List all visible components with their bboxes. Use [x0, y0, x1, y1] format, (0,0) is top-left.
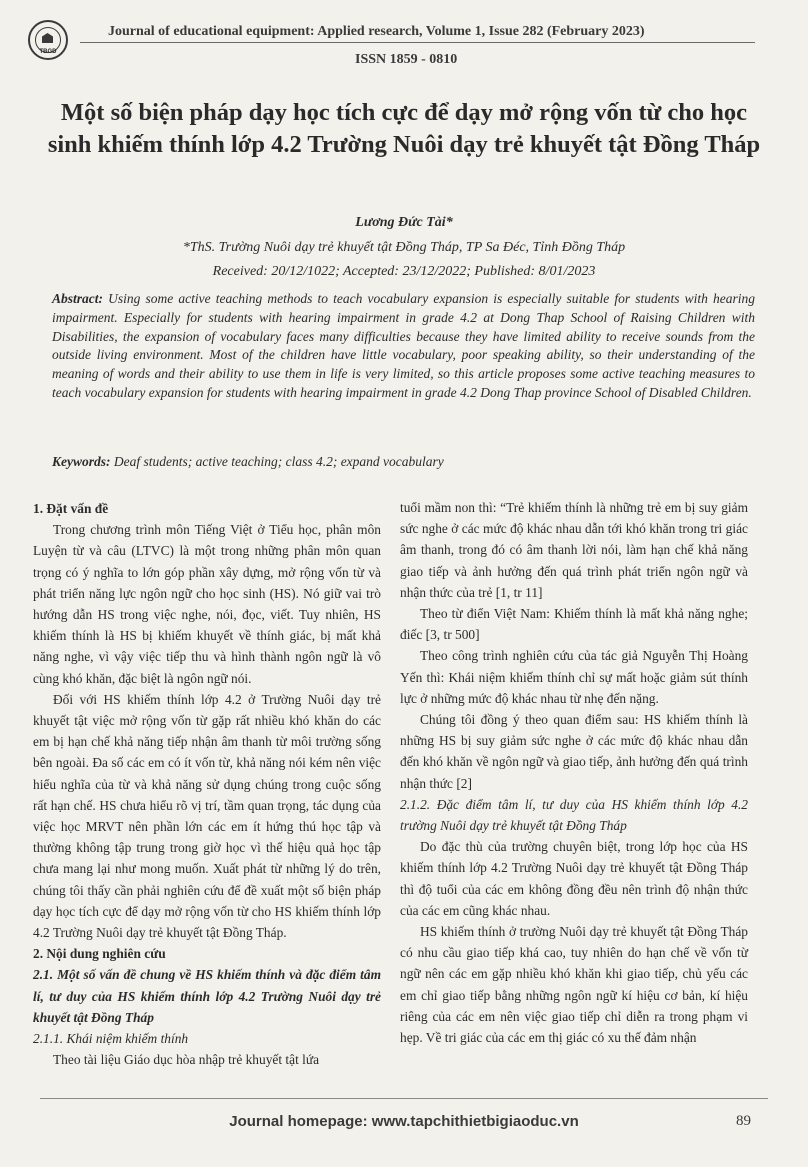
- affiliation: *ThS. Trường Nuôi dạy trẻ khuyết tật Đồng Tháp, TP Sa Đéc, Tỉnh Đồng Tháp: [182, 240, 626, 255]
- article-title: Một số biện pháp dạy học tích cực để dạy mở rộng vốn từ cho học sinh khiếm thính lớp 4.2 Trường Nuôi dạy trẻ khuyết tật Đồng Tháp: [47, 99, 761, 158]
- subsection-heading: 2.1. Một số vấn đề chung về HS khiếm thính và đặc điểm tâm lí, tư duy của HS khiếm thính lớp 4.2 Trường Nuôi dạy trẻ khuyết tật Đồng Tháp: [33, 967, 381, 1025]
- footer-divider: [40, 1098, 768, 1099]
- keywords-text: Deaf students; active teaching; class 4.2; expand vocabulary: [113, 454, 444, 469]
- subsubsection-heading: 2.1.1. Khái niệm khiếm thính: [33, 1031, 189, 1047]
- subsubsection-heading: 2.1.2. Đặc điểm tâm lí, tư duy của HS khiếm thính lớp 4.2 trường Nuôi dạy trẻ khuyết tật Đồng Tháp: [400, 796, 748, 834]
- page-number: 89: [736, 1113, 751, 1129]
- paragraph: Theo tài liệu Giáo dục hòa nhập trẻ khuyết tật lứa: [53, 1052, 320, 1068]
- paragraph: Do đặc thù của trường chuyên biệt, trong lớp học của HS khiếm thính lớp 4.2 Trường Nuôi dạy trẻ khuyết tật Đồng Tháp thì độ tuổi của các em không đồng đều nên trình độ nhận thức của các em cũng khác nhau.: [400, 839, 748, 918]
- journal-logo-icon: [28, 20, 68, 60]
- author: Lương Đức Tài*: [355, 215, 453, 230]
- abstract-label: Abstract:: [52, 291, 104, 306]
- paragraph: HS khiếm thính ở trường Nuôi dạy trẻ khuyết tật Đồng Tháp có nhu cầu giao tiếp khá cao, tuy nhiên do hạn chế về vốn từ ngữ nên các em gặp nhiều khó khăn khi giao tiếp, chủ yếu các em chỉ giao tiếp bằng những ngôn ngữ kí hiệu cơ bản, kí hiệu riêng của các em nên việc giao tiếp chỉ diễn ra trong phạm vi hẹp. Về tri giác của các em thị giác có xu thế đảm nhận: [400, 924, 748, 1046]
- journal-homepage: Journal homepage: www.tapchithietbigiaoduc.vn: [229, 1113, 579, 1130]
- keywords: [52, 454, 755, 470]
- abstract-text: Using some active teaching methods to teach vocabulary expansion is especially suitable for students with hearing impairment. Especially for students with hearing impairment in grade 4.2 at Dong Thap School of Raising Children with Disabilities, the expansion of vocabulary faces many difficulties because they have limited ability to receive sounds from the outside living environment. Most of the children have little vocabulary, poor speaking ability, so their understanding of the meaning of words and their ability to use them in life is very limited, so this article proposes some active teaching measures to teach vocabulary expansion for students with hearing impairment in grade 4.2 Dong Thap province School of Disabled Children.: [52, 291, 755, 400]
- section-heading: 2. Nội dung nghiên cứu: [33, 946, 166, 962]
- paragraph: Theo công trình nghiên cứu của tác giả Nguyễn Thị Hoàng Yến thì: Khái niệm khiếm thính chỉ sự mất hoặc giảm sút thính lực ở những mức độ khác nhau từ nhẹ đến nặng.: [400, 648, 748, 706]
- journal-citation: Journal of educational equipment: Applied research, Volume 1, Issue 282 (February 2023): [108, 24, 645, 39]
- keywords-label: Keywords:: [52, 454, 111, 469]
- paragraph: Đối với HS khiếm thính lớp 4.2 ở Trường Nuôi dạy trẻ khuyết tật việc mở rộng vốn từ gặp rất nhiều khó khăn do các em bị hạn chế khả năng tiếp nhận âm thanh từ môi trường sống bên ngoài. Đa số các em có ít vốn từ, khả năng nói kém nên việc hiểu nghĩa của từ và khả năng sử dụng chúng trong cuộc sống rất hạn chế. HS chưa hiểu rõ vị trí, tầm quan trọng, tác dụng của việc học MRVT nên phần lớn các em ít hứng thú học tập và thường không tập trung trong giờ học vì thế hiệu quả học tập chưa mang lại như mong muốn. Xuất phát từ những lý do trên, chúng tôi thấy cần phải nghiên cứu để đề xuất một số biện pháp dạy học tích cực để dạy mở rộng vốn từ cho HS khiếm thính lớp 4.2 Trường Nuôi dạy trẻ khuyết tật Đồng Tháp.: [33, 691, 381, 941]
- header-divider: [80, 42, 755, 43]
- left-column: [33, 498, 381, 1070]
- paragraph: tuổi mầm non thì: “Trẻ khiếm thính là những trẻ em bị suy giảm sức nghe ở các mức độ khác nhau dẫn tới khó khăn trong tri giác âm thanh, trong đó có âm thanh lời nói, làm hạn chế khả năng giao tiếp và ảnh hưởng đến quá trình phát triển ngôn ngữ và nhận thức của trẻ [1, tr 11]: [400, 500, 748, 600]
- section-heading: 1. Đặt vấn đề: [33, 501, 109, 516]
- publication-dates: Received: 20/12/1022; Accepted: 23/12/2022; Published: 8/01/2023: [212, 264, 596, 279]
- paragraph: Trong chương trình môn Tiếng Việt ở Tiểu học, phân môn Luyện từ và câu (LTVC) là một trong những phân môn quan trọng có ý nghĩa to lớn góp phần xây dựng, mở rộng vốn từ và phát triển năng lực ngôn ngữ cho học sinh (HS). Nó giữ vai trò hướng dẫn HS trong việc nghe, nói, đọc, viết. Tuy nhiên, HS khiếm thính là HS bị khiếm khuyết về thính giác, bị mất khả năng nghe, vì vậy việc tiếp thu và hình thành ngôn ngữ là vô cùng khó khăn, đặc biệt là ngôn ngữ nói.: [33, 522, 381, 686]
- logo-text: TBGD: [39, 49, 57, 55]
- abstract: [52, 290, 755, 403]
- paragraph: Chúng tôi đồng ý theo quan điểm sau: HS khiếm thính là những HS bị suy giảm sức nghe ở các mức độ khác nhau dẫn đến khó khăn về ngôn ngữ và giao tiếp, ảnh hưởng đến quá trình nhận thức [2]: [400, 712, 748, 791]
- issn: ISSN 1859 - 0810: [355, 52, 458, 67]
- paragraph: Theo từ điển Việt Nam: Khiếm thính là mất khả năng nghe; điếc [3, tr 500]: [400, 606, 748, 643]
- right-column: [400, 497, 748, 1048]
